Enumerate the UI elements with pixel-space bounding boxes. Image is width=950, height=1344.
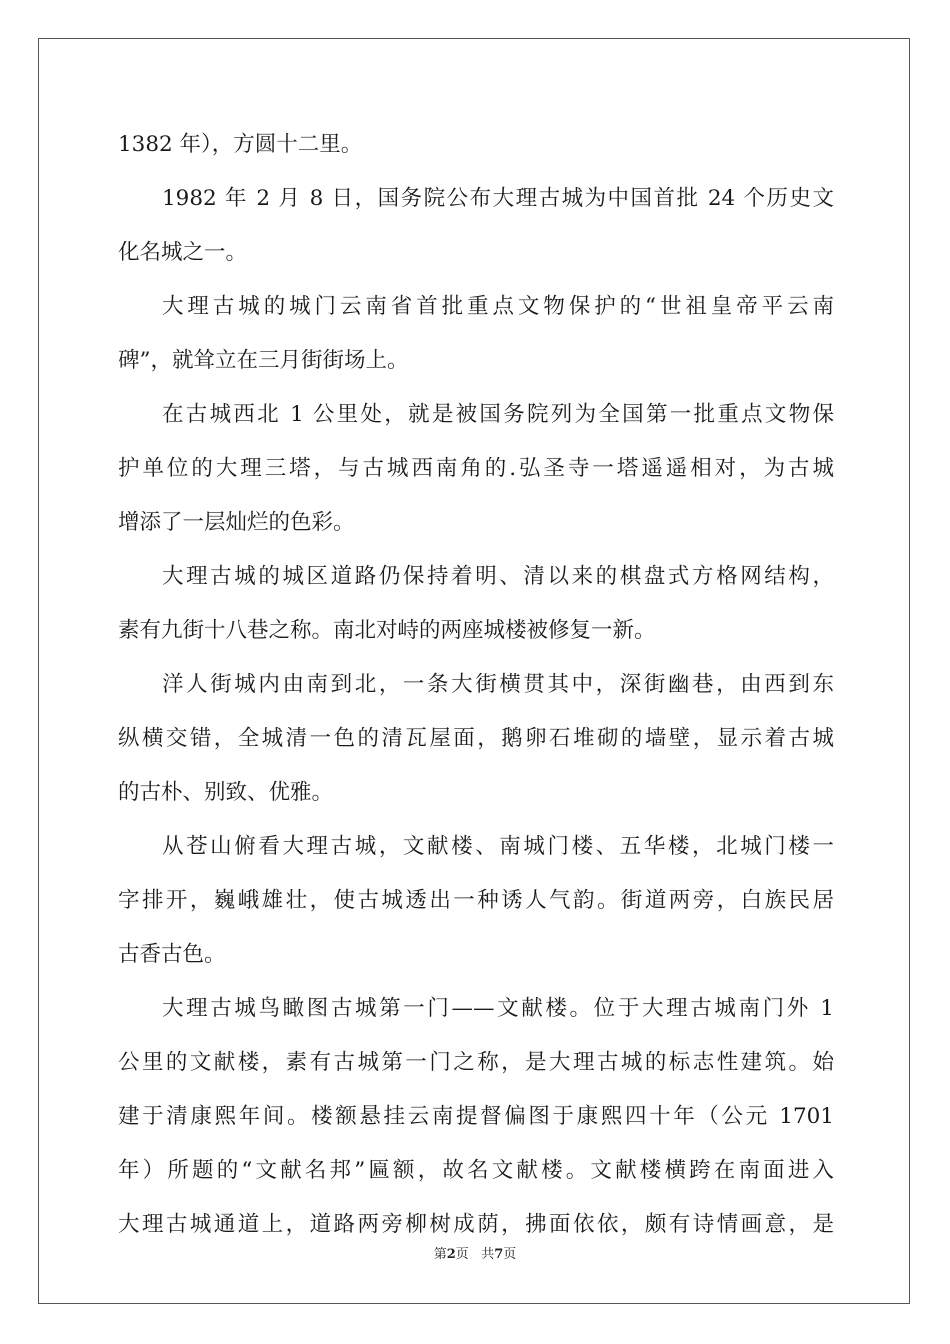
text-line: 的古朴、别致、优雅。 (118, 780, 334, 805)
text-line: 大理古城的城区道路仍保持着明、清以来的棋盘式方格网结构， (162, 564, 834, 589)
text-line: 在古城西北 1 公里处，就是被国务院列为全国第一批重点文物保 (162, 402, 834, 427)
text-line: 古香古色。 (118, 942, 226, 967)
text-line: 纵横交错，全城清一色的清瓦屋面，鹅卵石堆砌的墙壁，显示着古城 (118, 726, 834, 751)
text-line: 护单位的大理三塔，与古城西南角的.弘圣寺一塔遥遥相对，为古城 (118, 456, 834, 481)
text-line: 洋人街城内由南到北，一条大街横贯其中，深街幽巷，由西到东 (162, 672, 834, 697)
text-line: 公里的文献楼，素有古城第一门之称，是大理古城的标志性建筑。始 (118, 1050, 834, 1075)
page-label-prefix: 第 (433, 1247, 447, 1262)
text-line: 1982 年 2 月 8 日，国务院公布大理古城为中国首批 24 个历史文 (162, 186, 834, 211)
text-line: 从苍山俯看大理古城，文献楼、南城门楼、五华楼，北城门楼一 (162, 834, 834, 859)
total-pages: 7 (494, 1247, 504, 1262)
text-line: 大理古城的城门云南省首批重点文物保护的“世祖皇帝平云南 (162, 294, 834, 319)
page-number: 2 (446, 1247, 456, 1262)
total-label-prefix: 共 (481, 1247, 495, 1262)
total-label-suffix: 页 (503, 1247, 517, 1262)
text-line: 碑”，就耸立在三月街街场上。 (118, 348, 409, 373)
page-label-suffix: 页 (455, 1247, 469, 1262)
text-line: 1382 年），方圆十二里。 (118, 132, 363, 157)
text-line: 字排开，巍峨雄壮，使古城透出一种诱人气韵。街道两旁，白族民居 (118, 888, 834, 913)
page-footer (0, 1245, 950, 1265)
text-line: 建于清康熙年间。楼额悬挂云南提督偏图于康熙四十年（公元 1701 (118, 1104, 834, 1129)
text-line: 化名城之一。 (118, 240, 248, 265)
text-line: 年）所题的“文献名邦”匾额，故名文献楼。文献楼横跨在南面进入 (118, 1158, 834, 1183)
text-line: 大理古城鸟瞰图古城第一门——文献楼。位于大理古城南门外 1 (162, 996, 834, 1021)
text-line: 增添了一层灿烂的色彩。 (118, 510, 355, 535)
text-line: 大理古城通道上，道路两旁柳树成荫，拂面依依，颇有诗情画意，是 (118, 1212, 834, 1237)
text-line: 素有九街十八巷之称。南北对峙的两座城楼被修复一新。 (118, 618, 656, 643)
